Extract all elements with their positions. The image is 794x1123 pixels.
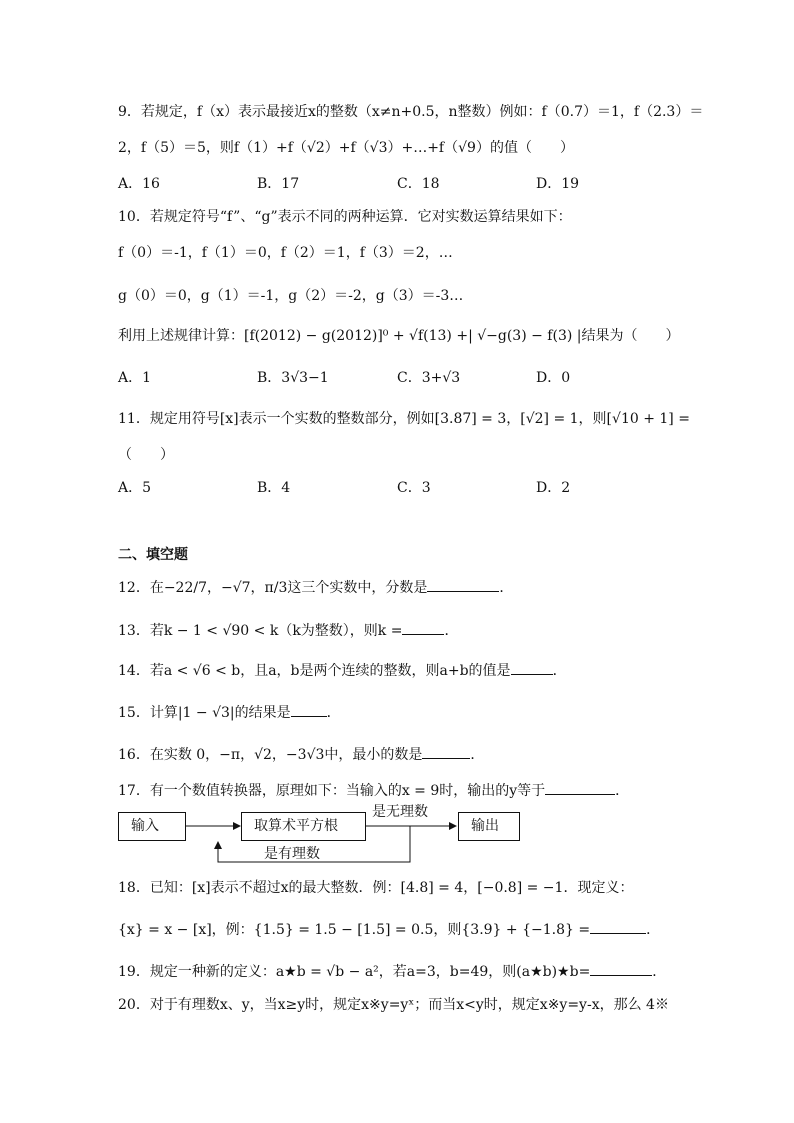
q19-answer-blank[interactable] (590, 961, 652, 976)
q17-period: ． (615, 783, 630, 799)
flow-output-box: 输出 (458, 812, 520, 841)
q11-line1: 11．规定用符号[x]表示一个实数的整数部分，例如[3.87] = 3，[√2] = 1，则[√10 + 1] = (118, 411, 690, 427)
q14-text: 14．若a < √6 < b，且a，b是两个连续的整数，则a+b的值是 (118, 663, 511, 679)
q10-option-c: C．3+√3 (397, 370, 461, 386)
q17-text: 17．有一个数值转换器，原理如下：当输入的x = 9时，输出的y等于 (118, 783, 546, 799)
q18-line2-text: {x} = x − [x]，例：{1.5} = 1.5 − [1.5] = 0.5，则{3.9} + {−1.8} = (118, 922, 591, 938)
section-heading: 二、填空题 (118, 547, 188, 563)
q13-text: 13．若k − 1 < √90 < k（k为整数），则k = (118, 623, 403, 639)
q9-option-c: C．18 (397, 176, 440, 192)
q18-answer-blank[interactable] (590, 919, 646, 934)
q13-period: ． (444, 623, 459, 639)
q16-period: ． (470, 747, 485, 763)
q19-period: ． (652, 964, 667, 980)
q10-option-d: D．0 (536, 370, 571, 386)
q10-option-b: B．3√3−1 (257, 370, 329, 386)
q10-line3: g（0）＝0，g（1）＝-1，g（2）＝-2，g（3）＝-3… (118, 288, 464, 304)
q14-period: ． (552, 663, 567, 679)
q9-line1: 9．若规定，f（x）表示最接近x的整数（x≠n+0.5，n整数）例如：f（0.7）＝1，f（2.3）＝ (118, 104, 704, 120)
q18-period: ． (646, 922, 661, 938)
q11-option-b: B．4 (257, 480, 291, 496)
q19-text: 19．规定一种新的定义：a★b = √b − a²，若a=3，b=49，则(a★b)★b= (118, 964, 591, 980)
q9-line2: 2，f（5）＝5，则f（1）+f（√2）+f（√3）+…+f（√9）的值（ ） (118, 140, 574, 156)
q9-option-a: A．16 (118, 176, 160, 192)
q15-period: ． (326, 705, 341, 721)
q11-line2: （ ） (118, 447, 174, 463)
flow-irrational-label: 是无理数 (372, 804, 428, 820)
q9-option-b: B．17 (257, 176, 300, 192)
q10-line1: 10．若规定符号“f”、“g”表示不同的两种运算．它对实数运算结果如下： (118, 209, 572, 225)
q12-text: 12．在−22/7，−√7，π/3这三个实数中，分数是 (118, 580, 428, 596)
q19 (118, 961, 666, 981)
q20-line1: 20．对于有理数x、y，当x≥y时，规定x※y=yˣ；而当x<y时，规定x※y=y-x，那么 4※ (118, 997, 669, 1013)
q11-option-a: A．5 (118, 480, 152, 496)
q18-line2 (118, 919, 660, 939)
q15-text: 15．计算|1 − √3|的结果是 (118, 705, 291, 721)
flow-rational-label: 是有理数 (264, 846, 320, 862)
q9-option-d: D．19 (536, 176, 580, 192)
flow-process-box: 取算术平方根 (241, 812, 366, 841)
q10-line4: 利用上述规律计算：[f(2012) − g(2012)]⁰ + √f(13) +| √−g(3) − f(3) |结果为（ ） (118, 328, 680, 344)
q18-line1: 18．已知：[x]表示不超过x的最大整数．例：[4.8] = 4，[−0.8] = −1．现定义： (118, 880, 634, 896)
q10-line2: f（0）＝-1，f（1）＝0，f（2）＝1，f（3）＝2，… (118, 245, 453, 261)
q10-option-a: A．1 (118, 370, 152, 386)
q11-option-d: D．2 (536, 480, 571, 496)
q12-period: ． (499, 580, 514, 596)
q16-text: 16．在实数 0，−π，√2，−3√3中，最小的数是 (118, 747, 423, 763)
q11-option-c: C．3 (397, 480, 431, 496)
flow-input-box: 输入 (118, 812, 186, 841)
